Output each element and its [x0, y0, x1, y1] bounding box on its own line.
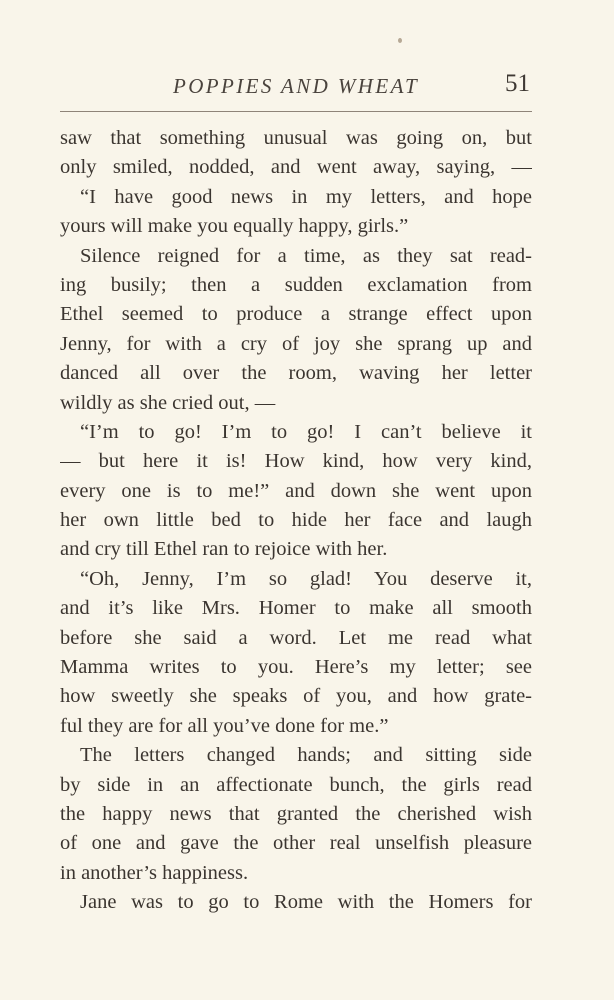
text-line: “I’m to go! I’m to go! I can’t believe it [80, 420, 532, 443]
text-line: and it’s like Mrs. Homer to make all smooth [60, 597, 532, 620]
ink-speck [398, 38, 402, 43]
header-rule [60, 111, 532, 112]
text-line: wildly as she cried out, — [60, 391, 276, 414]
running-head [60, 70, 532, 102]
text-line: her own little bed to hide her face and laugh [60, 509, 532, 532]
text-line: “I have good news in my letters, and hope [80, 185, 532, 208]
running-title: POPPIES AND WHEAT [173, 74, 420, 98]
text-line: Mamma writes to you. Here’s my letter; see [60, 656, 532, 679]
text-line: of one and gave the other real unselfish pleasure [60, 832, 532, 855]
text-line: only smiled, nodded, and went away, saying, — [60, 156, 532, 179]
text-line: Silence reigned for a time, as they sat read- [80, 244, 532, 267]
text-line: by side in an affectionate bunch, the girls read [60, 773, 532, 796]
text-line: in another’s happiness. [60, 861, 249, 884]
text-line: before she said a word. Let me read what [60, 626, 532, 649]
text-line: Jane was to go to Rome with the Homers for [80, 891, 532, 914]
text-line: — but here it is! How kind, how very kind, [60, 450, 532, 473]
text-line: Jenny, for with a cry of joy she sprang up and [60, 332, 532, 355]
text-line: The letters changed hands; and sitting side [80, 744, 532, 767]
body-text [60, 124, 532, 918]
text-line: how sweetly she speaks of you, and how grate- [60, 685, 532, 708]
text-line: every one is to me!” and down she went upon [60, 479, 532, 502]
page-number: 51 [505, 70, 530, 97]
text-line: the happy news that granted the cherished wish [60, 802, 532, 825]
text-line: saw that something unusual was going on, but [60, 127, 532, 149]
text-line: Ethel seemed to produce a strange effect upon [60, 303, 532, 326]
text-line: yours will make you equally happy, girls.” [60, 215, 409, 238]
text-line: and cry till Ethel ran to rejoice with her. [60, 538, 388, 561]
text-line: danced all over the room, waving her letter [60, 362, 532, 385]
text-line: ful they are for all you’ve done for me.” [60, 714, 389, 737]
text-line: ing busily; then a sudden exclamation from [60, 273, 532, 296]
text-line: “Oh, Jenny, I’m so glad! You deserve it, [80, 567, 532, 590]
